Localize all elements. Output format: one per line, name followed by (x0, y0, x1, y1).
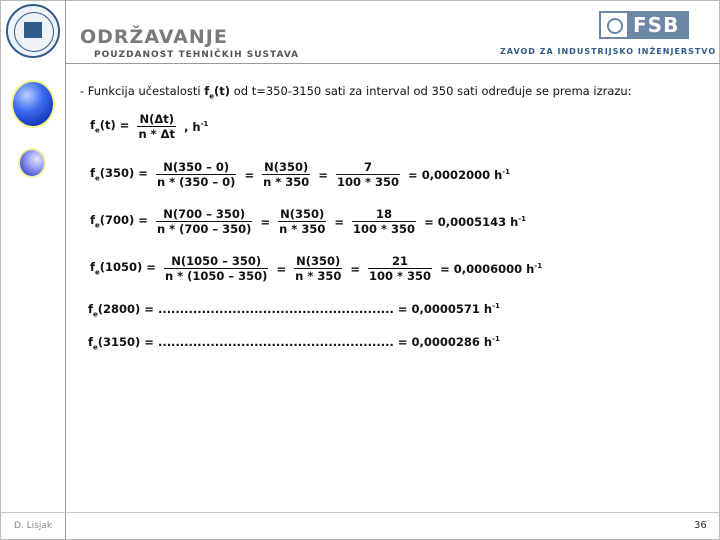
formula-general-denominator: n * Δt (138, 127, 176, 141)
formula-f1050: $f_e(1050)$ = $\frac{N(1050 - 350)}{n * (1050 - 350)}$ = $\frac{N(350)}{n * 350}$ = $\frac{21}{100 * 350}$ = 0,0006000 $h^{-1}$ (90, 254, 543, 283)
fsb-logo-ring (607, 18, 623, 34)
slide-title: ODRŽAVANJE (80, 26, 228, 48)
formula-f2800: $f_e(2800)$ = ...................................................... = 0,0000571 $h^{-1}$ (88, 302, 500, 319)
intro-text (80, 84, 632, 100)
formula-general: $f_e(t)$ = $\frac{N(\Delta t)}{n * \Delta t}$ , $h^{-1}$ (90, 112, 209, 141)
slide-subtitle: POUZDANOST TEHNIČKIH SUSTAVA (94, 50, 300, 60)
formula-f350: $f_e(350)$ = $\frac{N(350 - 0)}{n * (350 - 0)}$ = $\frac{N(350)}{n * 350}$ = $\frac{7}{100 * 350}$ = 0,0002000 $h^{-1}$ (90, 160, 511, 189)
result-f700: 0,0005143 h (437, 214, 519, 229)
fsb-logo-icon (599, 11, 689, 39)
result-f1050: 0,0006000 h (453, 261, 535, 276)
seal-building-shape (24, 22, 42, 38)
intro-suffix: od t=350-3150 sati za interval od 350 sati određuje se prema izrazu: (230, 84, 632, 98)
decorative-small-ball-icon (18, 148, 46, 178)
vertical-divider (65, 0, 66, 540)
department-name: ZAVOD ZA INDUSTRIJSKO INŽENJERSTVO (500, 47, 717, 56)
decorative-blue-ball-icon (11, 80, 55, 128)
result-f350: 0,0002000 h (421, 167, 503, 182)
fsb-logo-mark (601, 13, 627, 37)
formula-f3150: $f_e(3150)$ = ...................................................... = 0,0000286 $h^{-1}$ (88, 335, 500, 352)
page-number: 36 (694, 520, 707, 531)
formula-f700: $f_e(700)$ = $\frac{N(700 - 350)}{n * (700 - 350)}$ = $\frac{N(350)}{n * 350}$ = $\frac{18}{100 * 350}$ = 0,0005143 $h^{-1}$ (90, 207, 527, 236)
university-seal-icon (6, 4, 60, 58)
intro-prefix: - Funkcija učestalosti (80, 84, 205, 98)
formula-general-numerator: N(Δt) (137, 112, 176, 127)
intro-func: $f_e(t)$ (204, 84, 231, 101)
fsb-logo-text: FSB (633, 13, 680, 37)
header-divider (65, 63, 720, 64)
footer-author: D. Lisjak (14, 521, 53, 531)
result-f2800: = 0,0000571 h (397, 302, 493, 316)
result-f3150: = 0,0000286 h (397, 335, 493, 349)
footer-divider (0, 512, 720, 513)
